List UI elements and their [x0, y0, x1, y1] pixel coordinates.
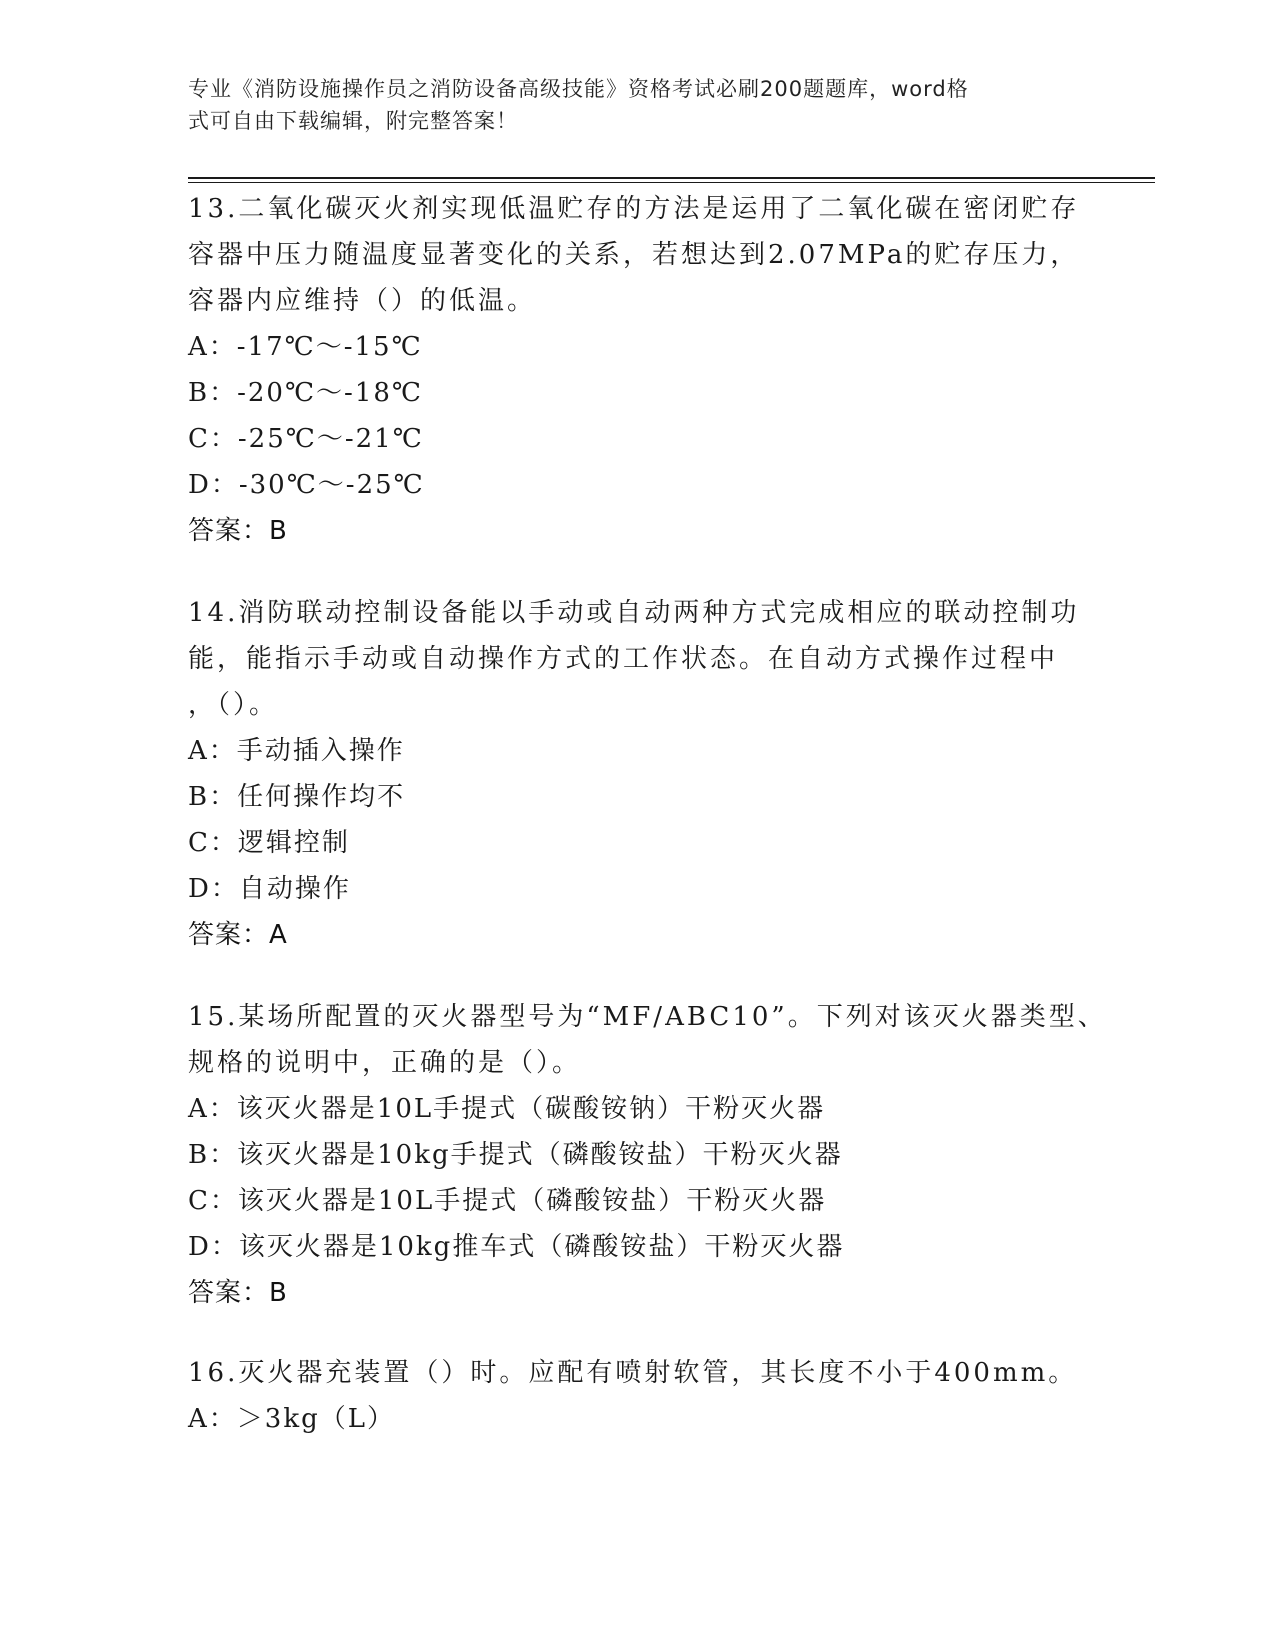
header-divider-thin — [188, 182, 1155, 183]
stem-line: 能，能指示手动或自动操作方式的工作状态。在自动方式操作过程中 — [188, 644, 1059, 674]
option-a: A：-17℃～-15℃ — [188, 332, 423, 362]
option-b: B：-20℃～-18℃ — [188, 378, 424, 408]
stem-line: 13.二氧化碳灭火剂实现低温贮存的方法是运用了二氧化碳在密闭贮存 — [188, 194, 1080, 224]
stem-line: 16.灭火器充装置（）时。应配有喷射软管，其长度不小于400mm。 — [188, 1358, 1078, 1388]
stem-line: 规格的说明中，正确的是（）。 — [188, 1048, 582, 1078]
question-stem — [188, 186, 1108, 324]
question-15 — [188, 994, 1108, 1316]
header-line-2: 式可自由下载编辑，附完整答案！ — [188, 109, 518, 133]
option-d: D：自动操作 — [188, 874, 351, 904]
option-a: A：手动插入操作 — [188, 736, 405, 766]
header-divider-thick — [188, 177, 1155, 179]
stem-line: 容器中压力随温度显著变化的关系，若想达到2.07MPa的贮存压力， — [188, 240, 1080, 270]
option-c: C：-25℃～-21℃ — [188, 424, 424, 454]
question-16 — [188, 1350, 1108, 1442]
option-d: D：该灭火器是10kg推车式（磷酸铵盐）干粉灭火器 — [188, 1232, 845, 1262]
option-d: D：-30℃～-25℃ — [188, 470, 425, 500]
option-a: A：该灭火器是10L手提式（碳酸铵钠）干粉灭火器 — [188, 1094, 826, 1124]
option-c: C：逻辑控制 — [188, 828, 350, 858]
option-b: B：任何操作均不 — [188, 782, 406, 812]
option-a: A：＞3kg（L） — [188, 1404, 395, 1434]
question-stem — [188, 1350, 1108, 1396]
answer-label: 答案：B — [188, 516, 288, 546]
stem-line: 15.某场所配置的灭火器型号为“MF/ABC10”。下列对该灭火器类型、 — [188, 1002, 1107, 1032]
option-b: B：该灭火器是10kg手提式（磷酸铵盐）干粉灭火器 — [188, 1140, 843, 1170]
question-13 — [188, 186, 1108, 554]
answer-label: 答案：B — [188, 1278, 288, 1308]
answer-label: 答案：A — [188, 920, 288, 950]
document-header — [188, 73, 1088, 137]
question-14 — [188, 590, 1108, 958]
question-stem — [188, 590, 1108, 728]
question-stem — [188, 994, 1108, 1086]
stem-line: ，（）。 — [188, 690, 279, 720]
stem-line: 容器内应维持（）的低温。 — [188, 286, 537, 316]
option-c: C：该灭火器是10L手提式（磷酸铵盐）干粉灭火器 — [188, 1186, 827, 1216]
stem-line: 14.消防联动控制设备能以手动或自动两种方式完成相应的联动控制功 — [188, 598, 1080, 628]
header-line-1: 专业《消防设施操作员之消防设备高级技能》资格考试必刷200题题库，word格 — [188, 77, 969, 101]
